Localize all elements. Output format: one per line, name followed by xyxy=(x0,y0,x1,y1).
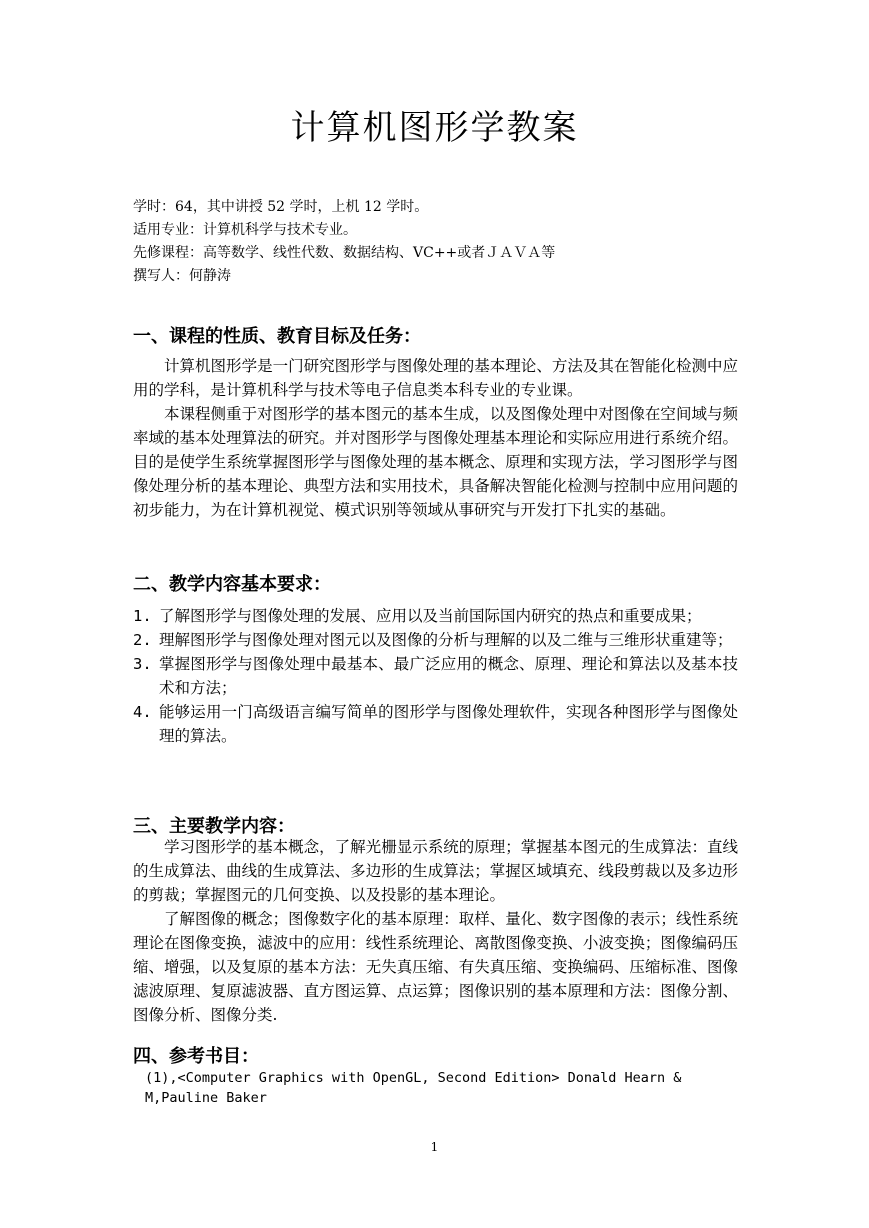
section3-body xyxy=(133,835,738,1027)
section2-heading: 二、教学内容基本要求： xyxy=(133,574,331,595)
section3-paragraph: 学习图形学的基本概念，了解光栅显示系统的原理；掌握基本图元的生成算法：直线的生成算法、曲线的生成算法、多边形的生成算法；掌握区域填充、线段剪裁以及多边形的剪裁；掌握图元的几何变换、以及投影的基本理论。 xyxy=(133,838,738,904)
meta-author: 撰写人：何静涛 xyxy=(133,268,231,284)
list-item xyxy=(133,628,738,652)
list-item-number: 4. xyxy=(133,703,152,721)
list-item-number: 1. xyxy=(133,607,152,625)
list-item xyxy=(133,652,738,700)
reference-entry: (1),<Computer Graphics with OpenGL, Second Edition> Donald Hearn & M,Pauline Baker xyxy=(145,1070,682,1106)
list-item-number: 2. xyxy=(133,631,152,649)
list-item-number: 3. xyxy=(133,655,152,673)
section1-paragraph: 计算机图形学是一门研究图形学与图像处理的基本理论、方法及其在智能化检测中应用的学科，是计算机科学与技术等电子信息类本科专业的专业课。 xyxy=(133,357,738,399)
meta-hours: 学时：64，其中讲授 52 学时，上机 12 学时。 xyxy=(133,199,429,215)
section1-paragraph: 本课程侧重于对图形学的基本图元的基本生成，以及图像处理中对图像在空间域与频率域的基本处理算法的研究。并对图形学与图像处理基本理论和实际应用进行系统介绍。目的是使学生系统掌握图形学与图像处理的基本概念、原理和实现方法，学习图形学与图像处理分析的基本理论、典型方法和实用技术，具备解决智能化检测与控制中应用问题的初步能力，为在计算机视觉、模式识别等领域从事研究与开发打下扎实的基础。 xyxy=(133,405,738,519)
section3-heading: 三、主要教学内容： xyxy=(133,816,295,837)
section1-body xyxy=(133,354,738,522)
meta-major: 适用专业：计算机科学与技术专业。 xyxy=(133,222,357,238)
meta-prerequisites: 先修课程：高等数学、线性代数、数据结构、VC++或者ＪＡＶＡ等 xyxy=(133,245,556,261)
section3-paragraph: 了解图像的概念；图像数字化的基本原理：取样、量化、数字图像的表示；线性系统理论在图像变换，滤波中的应用：线性系统理论、离散图像变换、小波变换；图像编码压缩、增强，以及复原的基本方法：无失真压缩、有失真压缩、变换编码、压缩标准、图像滤波原理、复原滤波器、直方图运算、点运算；图像识别的基本原理和方法：图像分割、图像分析、图像分类. xyxy=(133,910,738,1024)
list-item xyxy=(133,604,738,628)
section1-heading: 一、课程的性质、教育目标及任务： xyxy=(133,326,421,347)
course-meta xyxy=(133,196,555,288)
list-item-text: 理解图形学与图像处理对图元以及图像的分析与理解的以及二维与三维形状重建等； xyxy=(159,631,733,649)
list-item-text: 了解图形学与图像处理的发展、应用以及当前国际国内研究的热点和重要成果； xyxy=(159,607,702,625)
list-item xyxy=(133,700,738,748)
page-number: 1 xyxy=(430,1140,439,1154)
list-item-text: 能够运用一门高级语言编写简单的图形学与图像处理软件，实现各种图形学与图像处理的算法。 xyxy=(159,703,738,745)
requirements-list xyxy=(133,604,738,748)
list-item-text: 掌握图形学与图像处理中最基本、最广泛应用的概念、原理、理论和算法以及基本技术和方法； xyxy=(159,655,738,697)
section4-heading: 四、参考书目： xyxy=(133,1046,259,1067)
page-title: 计算机图形学教案 xyxy=(290,108,579,148)
